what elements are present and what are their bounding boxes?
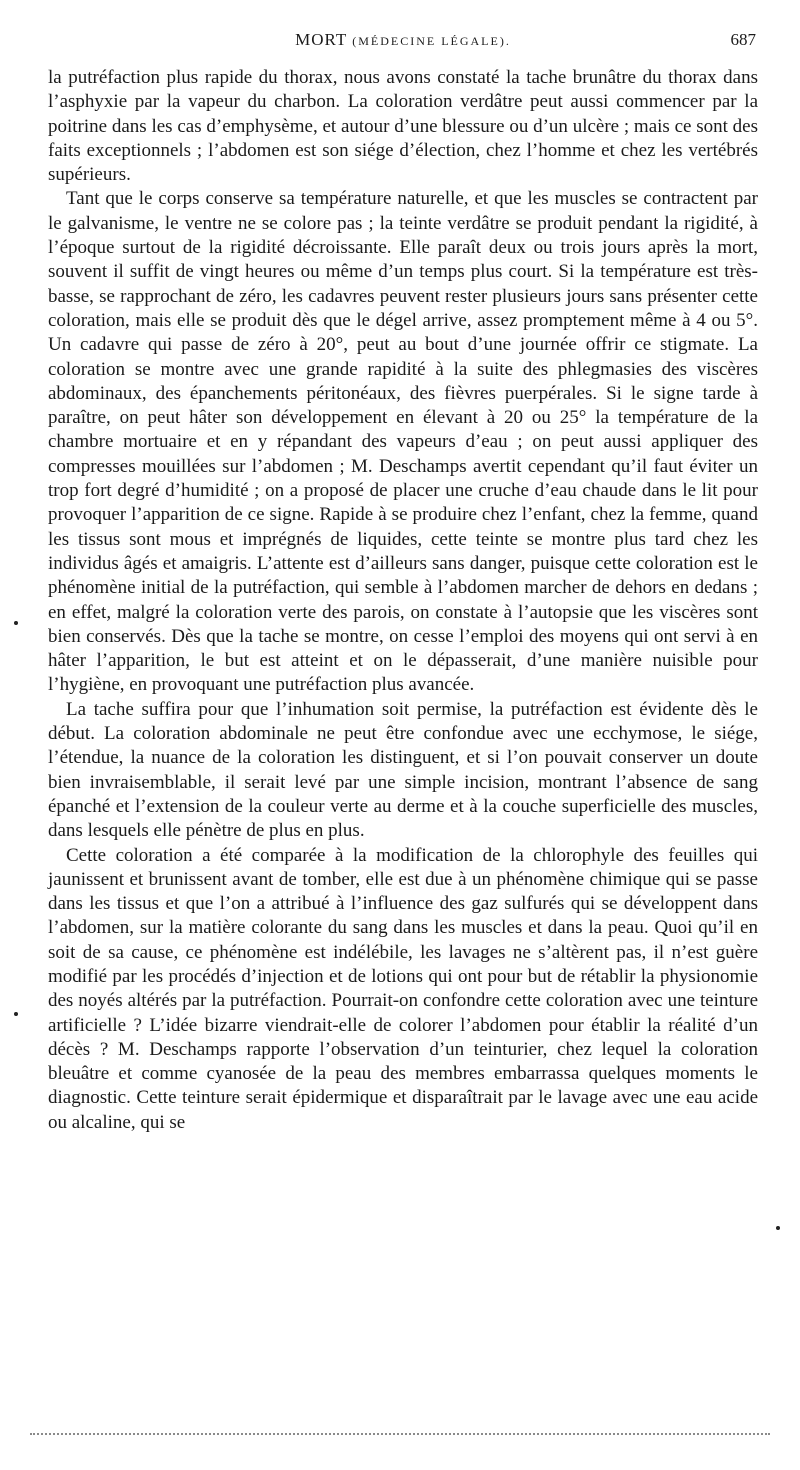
page-number: 687 <box>730 30 756 49</box>
margin-dot <box>14 1012 18 1016</box>
running-title-sub: (MÉDECINE LÉGALE). <box>352 34 511 48</box>
paragraph-2: Tant que le corps conserve sa température naturelle, et que les muscles se contractent par le galvanisme, le ventre ne se colore pas ; la teinte verdâtre se produit pendant la rigidité, à l’époque surtout de la rigidité décroissante. Elle paraît deux ou trois jours après la mort, souvent il suffit de vingt heures ou même d’un temps plus court. Si la température est très-basse, se rapprochant de zéro, les cadavres peuvent rester plusieurs jours sans présenter cette coloration, mais elle se produit dès que le dégel arrive, assez promptement même à 4 ou 5°. Un cadavre qui passe de zéro à 20°, peut au bout d’une journée offrir ce stigmate. La coloration se montre avec une grande rapidité à la suite des phlegmasies des viscères abdominaux, des épanchements péritonéaux, des fièvres puerpérales. Si le signe tarde à paraître, on peut hâter son développement en élevant à 20 ou 25° la température de la chambre mortuaire et en y répandant des vapeurs d’eau ; on peut aussi appliquer des compresses mouillées sur l’abdomen ; M. Deschamps avertit cependant qu’il faut éviter un trop fort degré d’humidité ; on a proposé de placer une cruche d’eau chaude dans le lit pour provoquer l’apparition de ce signe. Rapide à se produire chez l’enfant, chez la femme, quand les tissus sont mous et imprégnés de liquides, cette teinte se montre plus tard chez les individus âgés et amaigris. L’attente est d’ailleurs sans danger, puisque cette coloration est le phénomène initial de la putréfaction, qui semble à l’abdomen marcher de dehors en dedans ; en effet, malgré la coloration verte des parois, on constate à l’autopsie que les viscères sont bien conservés. Dès que la tache se montre, on cesse l’emploi des moyens qui ont servi à en hâter l’apparition, le but est atteint et on le dépasserait, d’une manière nuisible pour l’hygiène, en provoquant une putréfaction plus avancée. <box>48 188 758 696</box>
body-text <box>48 66 758 1135</box>
paragraph-4: Cette coloration a été comparée à la modification de la chlorophyle des feuilles qui jaunissent et brunissent avant de tomber, elle est due à un phénomène chimique qui se passe dans les tissus et que l’on a attribué à l’influence des gaz sulfurés qui se développent dans l’abdomen, sur la matière colorante du sang dans les muscles et dans la peau. Quoi qu’il en soit de sa cause, ce phénomène est indélébile, les lavages ne s’altèrent pas, il n’est guère modifié par les procédés d’injection et de lotions qui ont pour but de rétablir la physionomie des noyés altérés par la putréfaction. Pourrait-on confondre cette coloration avec une teinture artificielle ? L’idée bizarre viendrait-elle de colorer l’abdomen pour établir la réalité d’un décès ? M. Deschamps rapporte l’observation d’un teinturier, chez lequel la coloration bleuâtre et comme cyanosée de la peau des membres embarrassa quelques moments le diagnostic. Cette teinture serait épidermique et disparaîtrait par le lavage avec une eau acide ou alcaline, qui se <box>48 844 758 1133</box>
running-head <box>48 30 758 58</box>
running-title <box>48 30 758 50</box>
paragraph-3: La tache suffira pour que l’inhumation soit permise, la putréfaction est évidente dès le début. La coloration abdominale ne peut être confondue avec une ecchymose, le siége, l’étendue, la nuance de la coloration les distinguent, et si l’on pouvait conserver un doute bien invraisemblable, il serait levé par une simple incision, montrant l’absence de sang épanché et l’extension de la couleur verte au derme et à la couche superficielle des muscles, dans lesquels elle pénètre de plus en plus. <box>48 698 758 842</box>
book-page <box>48 30 758 1135</box>
margin-dot <box>776 1226 780 1230</box>
margin-dot <box>14 621 18 625</box>
paragraph-1: la putréfaction plus rapide du thorax, nous avons constaté la tache brunâtre du thorax dans l’asphyxie par la vapeur du charbon. La coloration verdâtre peut aussi commencer par la poitrine dans les cas d’emphysème, et autour d’une blessure ou d’un ulcère ; mais ce sont des faits exceptionnels ; l’abdomen est son siége d’élection, chez l’homme et chez les vertébrés supérieurs. <box>48 67 758 186</box>
bottom-dotted-rule <box>30 1433 770 1435</box>
running-title-main: MORT <box>295 30 347 49</box>
